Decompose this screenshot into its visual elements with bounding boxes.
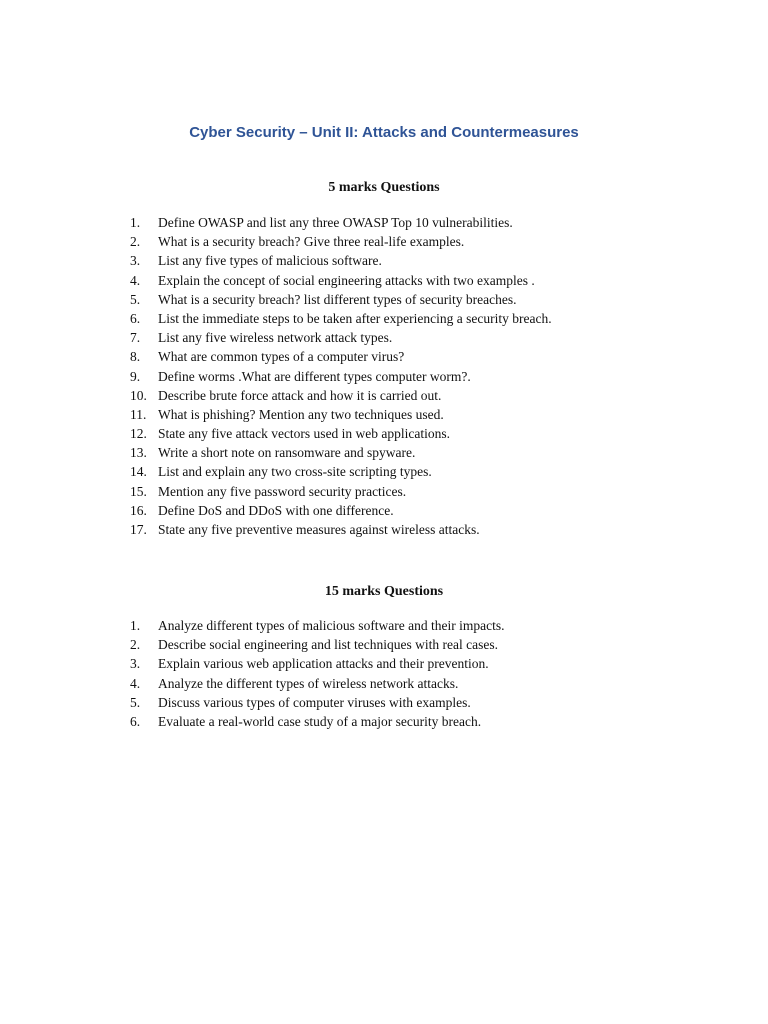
- question-number: 5.: [130, 694, 141, 710]
- question-text: Describe brute force attack and how it is carried out.: [158, 387, 442, 403]
- question-item: [130, 290, 690, 309]
- section-heading-5-marks: 5 marks Questions: [328, 180, 440, 195]
- question-item: [130, 251, 690, 270]
- question-item: [130, 424, 690, 443]
- question-item: [130, 462, 690, 481]
- question-number: 16.: [130, 502, 147, 518]
- question-text: List any five wireless network attack types.: [158, 330, 393, 346]
- question-text: List and explain any two cross-site scripting types.: [158, 464, 432, 480]
- question-number: 15.: [130, 483, 147, 499]
- question-text: Mention any five password security practices.: [158, 483, 407, 499]
- question-number: 2.: [130, 637, 141, 653]
- question-number: 10.: [130, 387, 147, 403]
- question-text: Define OWASP and list any three OWASP Top 10 vulnerabilities.: [158, 215, 513, 230]
- question-item: [130, 712, 690, 731]
- question-text: Analyze the different types of wireless network attacks.: [158, 675, 459, 691]
- question-item: [130, 443, 690, 462]
- question-item: [130, 616, 690, 635]
- question-number: 5.: [130, 291, 141, 307]
- question-number: 8.: [130, 349, 141, 365]
- question-text: What is a security breach? Give three real-life examples.: [158, 234, 465, 250]
- question-number: 4.: [130, 272, 141, 288]
- question-number: 6.: [130, 713, 141, 729]
- question-text: Describe social engineering and list techniques with real cases.: [158, 637, 499, 653]
- question-item: [130, 405, 690, 424]
- question-text: Explain the concept of social engineering attacks with two examples .: [158, 272, 535, 288]
- question-number: 7.: [130, 330, 141, 346]
- question-item: [130, 482, 690, 501]
- question-text: Discuss various types of computer viruses with examples.: [158, 694, 471, 710]
- question-item: [130, 309, 690, 328]
- question-text: Analyze different types of malicious software and their impacts.: [158, 618, 505, 633]
- question-list-15-marks: [130, 616, 690, 731]
- question-text: Define worms .What are different types computer worm?.: [158, 368, 471, 384]
- question-number: 17.: [130, 522, 147, 537]
- question-item: [130, 693, 690, 712]
- question-item: [130, 520, 690, 539]
- page-title: Cyber Security – Unit II: Attacks and Countermeasures: [189, 124, 579, 141]
- question-number: 14.: [130, 464, 147, 480]
- question-text: Explain various web application attacks and their prevention.: [158, 656, 489, 672]
- question-number: 9.: [130, 368, 141, 384]
- question-number: 13.: [130, 445, 147, 461]
- question-number: 1.: [130, 618, 141, 633]
- question-text: Evaluate a real-world case study of a major security breach.: [158, 713, 482, 729]
- question-number: 6.: [130, 310, 141, 326]
- question-number: 2.: [130, 234, 141, 250]
- question-text: Define DoS and DDoS with one difference.: [158, 502, 394, 518]
- question-item: [130, 386, 690, 405]
- question-text: Write a short note on ransomware and spyware.: [158, 445, 416, 461]
- question-item: [130, 654, 690, 673]
- question-text: State any five preventive measures against wireless attacks.: [158, 522, 480, 537]
- question-text: What is phishing? Mention any two techniques used.: [158, 406, 444, 422]
- question-item: [130, 213, 690, 232]
- question-number: 4.: [130, 675, 141, 691]
- question-text: List the immediate steps to be taken after experiencing a security breach.: [158, 310, 552, 326]
- question-number: 3.: [130, 253, 141, 269]
- question-number: 12.: [130, 426, 147, 442]
- question-item: [130, 328, 690, 347]
- question-item: [130, 347, 690, 366]
- question-item: [130, 232, 690, 251]
- question-text: What is a security breach? list different types of security breaches.: [158, 291, 517, 307]
- question-item: [130, 501, 690, 520]
- question-text: List any five types of malicious software.: [158, 253, 382, 269]
- question-text: What are common types of a computer virus?: [158, 349, 405, 365]
- question-number: 11.: [130, 406, 147, 422]
- question-item: [130, 635, 690, 654]
- question-item: [130, 271, 690, 290]
- question-list-5-marks: [130, 213, 690, 539]
- section-heading-15-marks: 15 marks Questions: [324, 584, 444, 599]
- question-text: State any five attack vectors used in web applications.: [158, 426, 451, 442]
- question-number: 1.: [130, 215, 141, 230]
- question-item: [130, 367, 690, 386]
- question-number: 3.: [130, 656, 141, 672]
- question-item: [130, 674, 690, 693]
